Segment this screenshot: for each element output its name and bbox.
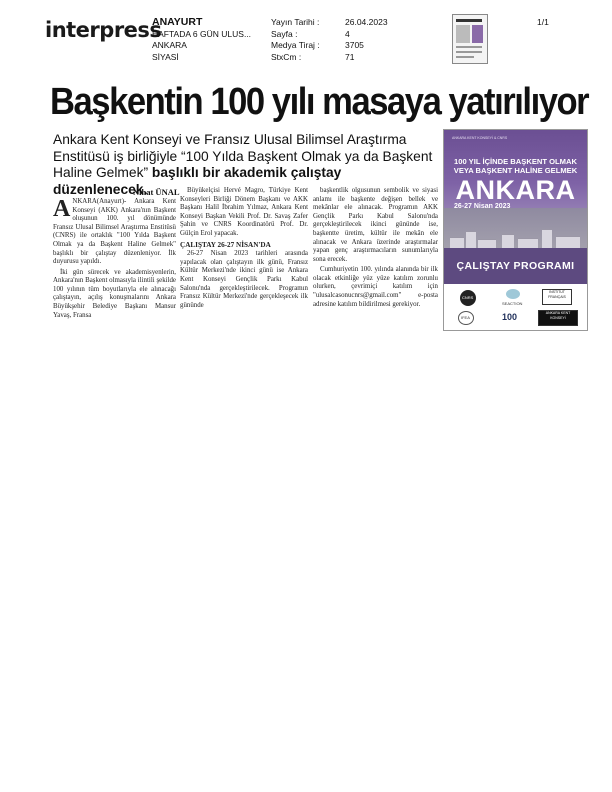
event-poster-image	[443, 129, 588, 331]
column-2-paragraph-1: Büyükelçisi Hervé Magro, Türkiye Kent Konseyleri Birliği Dönem Başkanı ve AKK Başkanı Halil İbrahim Yılmaz, Ankara Kent Konseyi Başkan Vekili Prof. Dr. Savaş Zafer Şahin ve CNRS Koordinatörü Prof. Dr. Gülçin Erol yapacak.	[180, 187, 308, 237]
ifea-logo-text: IFEA	[461, 315, 470, 320]
poster-city: ANKARA	[455, 175, 576, 205]
subhead-bold-text: başlıklı bir akademik çalıştay düzenlenecek.	[53, 165, 342, 197]
column-3-paragraph-2: Cumhuriyetin 100. yılında alanında bir ilk olacak etkinliğe yüz yüze katılım zorunlu olurken, çevrimiçi katılım için "ulusalcasonucnrs@gmail.com" e-posta adresine katılım bildirilmesi gerekiyor.	[313, 266, 438, 308]
publication-city: ANKARA	[152, 40, 187, 50]
column-1-paragraph-1: NKARA(Anayurt)- Ankara Kent Konseyi (AKK) Ankara'nın Başkent oluşunun 100. yıl dönümünde Fransız Ulusal Bilimsel Araştırma Enstitüsü (CNRS) ile ortaklık "100 Yılda Başkent Olmak ya da Başkent Haline Gelmek" başlıklı bir çalıştay düzenleniyor. İlk duyurusu yapıldı.	[53, 198, 176, 266]
drop-cap: A	[53, 196, 71, 222]
column-3-paragraph-1: başkentlik olgusunun sembolik ve siyasi anlamı ile başkente değişen bellek ve mekânlar ele alınacak. Programın AKK Gençlik Parkı Kabul Salonu'nda gerçekleştirilecek ikinci gününde ise, başkentte üretim, kültür ile mekân ele alınacak ve Ankara üzerinde araştırmalar yapan genç araştırmacıların sunumlarıyla sona erecek.	[313, 187, 438, 263]
publication-name: ANAYURT	[152, 16, 203, 28]
page-count: 1/1	[537, 17, 549, 27]
meta-label-page: Sayfa :	[271, 28, 298, 39]
poster-small-text: ANKARA KENT KONSEYİ & CNRS	[452, 136, 508, 140]
poster-title	[448, 157, 583, 175]
meta-label-circulation: Medya Tiraj :	[271, 40, 320, 50]
article-column-3	[313, 187, 438, 311]
article-column-1	[53, 198, 176, 322]
seaction-logo	[506, 289, 520, 299]
column-2-subheading: ÇALIŞTAY 26-27 NİSAN'DA	[180, 240, 271, 249]
subhead-text: Ankara Kent Konseyi ve Fransız Ulusal Bilimsel Araştırma Enstitüsü iş birliğiyle “100 Yılda Başkent Olmak ya da Başkent Haline Gelmek”	[53, 132, 433, 180]
meta-value-circulation: 3705	[345, 40, 364, 50]
meta-label-date: Yayın Tarihi :	[271, 17, 320, 27]
publication-category: SİYASİ	[152, 51, 179, 62]
kent-konseyi-logo: ANKARA KENT KONSEYİ	[538, 310, 578, 326]
article-headline: Başkentin 100 yılı masaya yatırılıyor	[50, 81, 589, 123]
meta-value-stxcm: 71	[345, 51, 355, 62]
publication-edition: HAFTADA 6 GÜN ULUS...	[152, 28, 252, 39]
centenary-logo: 100	[502, 312, 518, 322]
cnrs-logo-text: CNRS	[462, 295, 474, 300]
column-2-paragraph-2: 26-27 Nisan 2023 tarihleri arasında yapılacak olan çalıştayın ilk günü, Fransız Kültür Merkezi'nde ikinci günü ise Ankara Kent Konseyi Gençlik Parkı Kabul Salonu'nda gerçekleştirilecek. Programın Fransız Kültür Merkezi'nde gerçekleşecek ilk gününde	[180, 250, 308, 309]
page-thumbnail	[452, 14, 488, 64]
article-column-2	[180, 187, 308, 312]
meta-value-date: 26.04.2023	[345, 17, 388, 27]
poster-title-line-2: VEYA BAŞKENT HALİNE GELMEK	[453, 166, 578, 175]
poster-date: 26-27 Nisan 2023	[454, 203, 511, 210]
meta-value-page: 4	[345, 28, 350, 39]
article-author: Nihat ÜNAL	[133, 187, 180, 197]
meta-values	[345, 17, 388, 63]
poster-band: ÇALIŞTAY PROGRAMI	[444, 248, 587, 284]
seaction-logo-text: SEACTION	[502, 301, 523, 306]
meta-label-stxcm: StxCm :	[271, 51, 302, 62]
institut-francais-logo: INSTITUT FRANÇAIS	[542, 289, 572, 305]
poster-logos	[444, 284, 587, 330]
poster-title-line-1: 100 YIL İÇİNDE BAŞKENT OLMAK	[454, 157, 577, 166]
column-1-paragraph-2: İki gün sürecek ve akademisyenlerin, Ankara'nın Başkent olmasıyla ilintili şekilde 100 yılının tüm boyutlarıyla ele alınacağı çalıştayın, açılış konuşmalarını Ankara Büyükşehir Belediye Başkanı Mansur Yavaş, Fransa	[53, 268, 176, 319]
meta-labels	[271, 17, 320, 63]
interpress-logo: interpress	[45, 18, 162, 42]
publication-info	[152, 17, 251, 63]
